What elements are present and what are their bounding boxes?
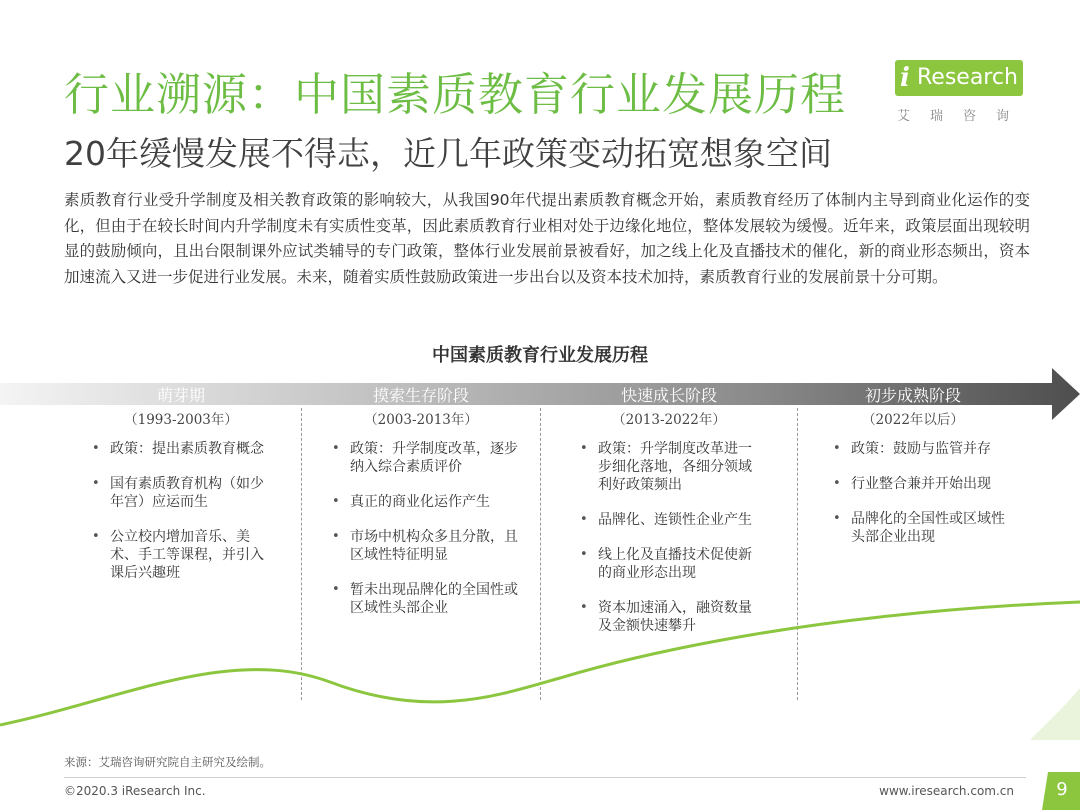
- stage-years-3: （2013-2022年）: [612, 412, 726, 428]
- intro-paragraph: 素质教育行业受升学制度及相关教育政策的影响较大，从我国90年代提出素质教育概念开始，素质教育经历了体制内主导到商业化运作的变化，但由于在较长时间内升学制度未有实质性变革，因此素质教育行业相对处于边缘化地位，整体发展较为缓慢。近年来，政策层面出现较明显的鼓励倾向，且出台限制课外应试类辅导的专门政策，整体行业发展前景被看好，加之线上化及直播技术的催化，新的商业形态频出，资本加速流入又进一步促进行业发展。未来，随着实质性鼓励政策进一步出台以及资本技术加持，素质教育行业的发展前景十分可期。: [64, 191, 1030, 286]
- source-note: 来源：艾瑞咨询研究院自主研究及绘制。: [64, 755, 271, 769]
- page-title: 行业溯源：中国素质教育行业发展历程: [64, 68, 847, 121]
- copyright: ©2020.3 iResearch Inc.: [64, 784, 206, 798]
- list-item: • 真正的商业化运作产生: [328, 493, 522, 511]
- list-item: • 暂未出现品牌化的全国性或区域性头部企业: [328, 581, 522, 617]
- list-item: • 政策：提出素质教育概念: [88, 440, 270, 458]
- list-item: • 线上化及直播技术促使新的商业形态出现: [576, 546, 756, 582]
- logo-cn-text: 艾瑞咨询: [897, 109, 1030, 124]
- footer-divider: [64, 777, 1026, 778]
- page-subtitle: 20年缓慢发展不得志，近几年政策变动拓宽想象空间: [64, 134, 832, 173]
- logo-text: Research: [917, 65, 1018, 90]
- timeline-title: 中国素质教育行业发展历程: [432, 345, 648, 366]
- list-item: • 市场中机构众多且分散，且区域性特征明显: [328, 528, 522, 564]
- list-item: • 公立校内增加音乐、美术、手工等课程，并引入课后兴趣班: [88, 528, 270, 582]
- list-item: • 资本加速涌入，融资数量及金额快速攀升: [576, 599, 756, 635]
- iresearch-logo: [895, 60, 1030, 124]
- stage-name-1: 萌芽期: [156, 386, 205, 405]
- list-item: • 品牌化的全国性或区域性头部企业出现: [829, 510, 1011, 546]
- stage-name-4: 初步成熟阶段: [864, 386, 961, 405]
- growth-curve-line: [0, 602, 1080, 725]
- list-item: • 政策：鼓励与监管并存: [829, 440, 1011, 458]
- list-item: • 品牌化、连锁性企业产生: [576, 511, 756, 529]
- stage-name-3: 快速成长阶段: [620, 386, 717, 405]
- list-item: • 政策：升学制度改革进一步细化落地，各细分领域利好政策频出: [576, 440, 756, 494]
- list-item: • 行业整合兼并开始出现: [829, 475, 1011, 493]
- stage-years-2: （2003-2013年）: [364, 412, 478, 428]
- corner-decoration: [1030, 688, 1080, 740]
- growth-curve: [0, 570, 1080, 740]
- stage-4-list: [829, 440, 1011, 563]
- page-number: 9: [1056, 779, 1068, 800]
- list-item: • 政策：升学制度改革，逐步纳入综合素质评价: [328, 440, 522, 476]
- logo-letter: i: [900, 63, 910, 93]
- stage-years-1: （1993-2003年）: [124, 412, 238, 428]
- stage-years-4: （2022年以后）: [862, 412, 964, 428]
- stage-name-2: 摸索生存阶段: [372, 386, 469, 405]
- website-link[interactable]: www.iresearch.com.cn: [879, 784, 1014, 798]
- list-item: • 国有素质教育机构（如少年宫）应运而生: [88, 475, 270, 511]
